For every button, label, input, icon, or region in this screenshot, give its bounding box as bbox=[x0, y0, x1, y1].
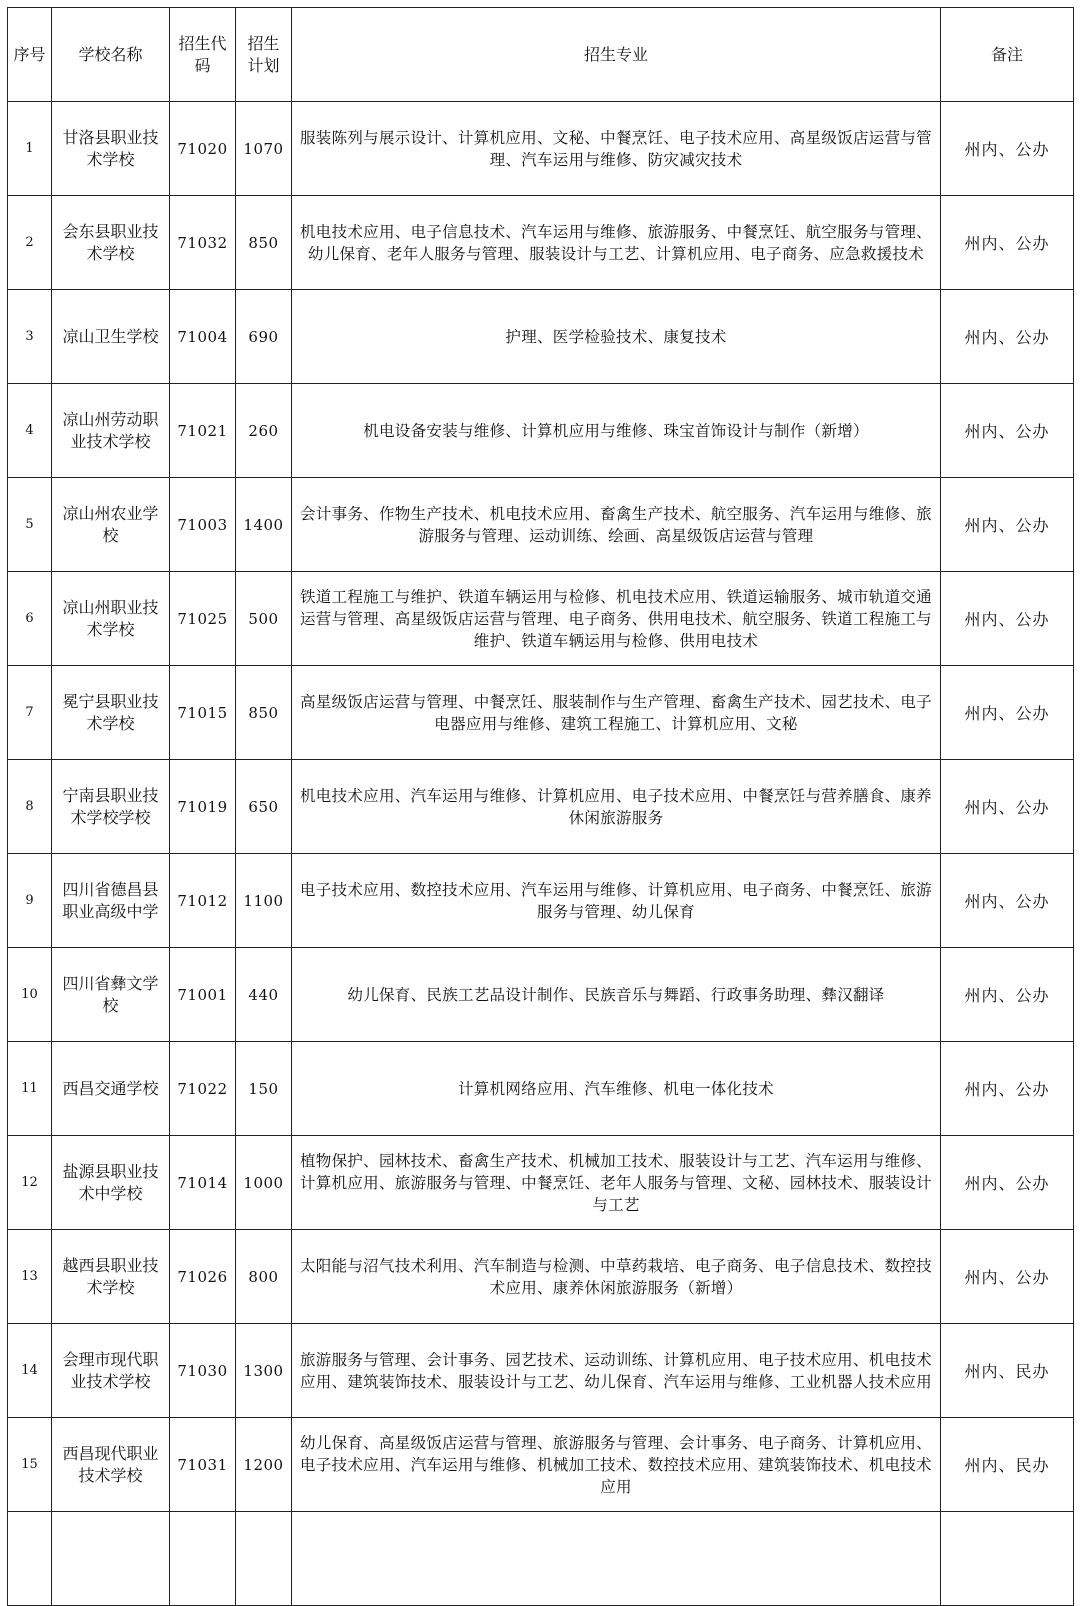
table-row-cutoff bbox=[8, 1512, 1074, 1606]
table-row bbox=[8, 760, 1074, 854]
row-index: 2 bbox=[8, 196, 52, 290]
row-index: 13 bbox=[8, 1230, 52, 1324]
row-school-name: 西昌现代职业技术学校 bbox=[52, 1418, 170, 1512]
row-enroll-plan: 1100 bbox=[236, 854, 292, 948]
row-majors: 机电技术应用、汽车运用与维修、计算机应用、电子技术应用、中餐烹饪与营养膳食、康养休闲旅游服务 bbox=[292, 760, 941, 854]
row-index: 10 bbox=[8, 948, 52, 1042]
empty-cell bbox=[8, 1512, 52, 1606]
row-note: 州内、公办 bbox=[941, 948, 1074, 1042]
table-row bbox=[8, 1042, 1074, 1136]
row-school-name: 会东县职业技术学校 bbox=[52, 196, 170, 290]
table-row bbox=[8, 1418, 1074, 1512]
row-index: 4 bbox=[8, 384, 52, 478]
row-note: 州内、民办 bbox=[941, 1418, 1074, 1512]
row-enroll-code: 71012 bbox=[170, 854, 236, 948]
table-row bbox=[8, 102, 1074, 196]
row-majors: 机电设备安装与维修、计算机应用与维修、珠宝首饰设计与制作（新增） bbox=[292, 384, 941, 478]
row-enroll-plan: 260 bbox=[236, 384, 292, 478]
row-enroll-plan: 800 bbox=[236, 1230, 292, 1324]
table-body bbox=[8, 102, 1074, 1606]
row-note: 州内、公办 bbox=[941, 1230, 1074, 1324]
row-majors: 旅游服务与管理、会计事务、园艺技术、运动训练、计算机应用、电子技术应用、机电技术应用、建筑装饰技术、服装设计与工艺、幼儿保育、汽车运用与维修、工业机器人技术应用 bbox=[292, 1324, 941, 1418]
row-school-name: 凉山州职业技术学校 bbox=[52, 572, 170, 666]
row-index: 11 bbox=[8, 1042, 52, 1136]
table-row bbox=[8, 1230, 1074, 1324]
table-row bbox=[8, 572, 1074, 666]
row-majors: 植物保护、园林技术、畜禽生产技术、机械加工技术、服装设计与工艺、汽车运用与维修、计算机应用、旅游服务与管理、中餐烹饪、老年人服务与管理、文秘、园林技术、服装设计与工艺 bbox=[292, 1136, 941, 1230]
row-note: 州内、公办 bbox=[941, 760, 1074, 854]
row-majors: 幼儿保育、高星级饭店运营与管理、旅游服务与管理、会计事务、电子商务、计算机应用、电子技术应用、汽车运用与维修、机械加工技术、数控技术应用、建筑装饰技术、机电技术应用 bbox=[292, 1418, 941, 1512]
row-school-name: 四川省彝文学校 bbox=[52, 948, 170, 1042]
row-index: 6 bbox=[8, 572, 52, 666]
row-index: 15 bbox=[8, 1418, 52, 1512]
row-enroll-code: 71014 bbox=[170, 1136, 236, 1230]
empty-cell bbox=[170, 1512, 236, 1606]
row-majors: 铁道工程施工与维护、铁道车辆运用与检修、机电技术应用、铁道运输服务、城市轨道交通运营与管理、高星级饭店运营与管理、电子商务、供用电技术、航空服务、铁道工程施工与维护、铁道车辆运用与检修、供用电技术 bbox=[292, 572, 941, 666]
row-enroll-plan: 1300 bbox=[236, 1324, 292, 1418]
row-enroll-code: 71022 bbox=[170, 1042, 236, 1136]
row-note: 州内、公办 bbox=[941, 854, 1074, 948]
row-note: 州内、公办 bbox=[941, 1042, 1074, 1136]
row-majors: 护理、医学检验技术、康复技术 bbox=[292, 290, 941, 384]
empty-cell bbox=[52, 1512, 170, 1606]
row-enroll-code: 71019 bbox=[170, 760, 236, 854]
row-school-name: 盐源县职业技术中学校 bbox=[52, 1136, 170, 1230]
header-enroll-plan: 招生计划 bbox=[236, 8, 292, 102]
table-row bbox=[8, 478, 1074, 572]
row-enroll-code: 71004 bbox=[170, 290, 236, 384]
row-enroll-plan: 440 bbox=[236, 948, 292, 1042]
header-note: 备注 bbox=[941, 8, 1074, 102]
row-enroll-plan: 1400 bbox=[236, 478, 292, 572]
row-index: 7 bbox=[8, 666, 52, 760]
row-note: 州内、公办 bbox=[941, 666, 1074, 760]
table-row bbox=[8, 854, 1074, 948]
row-enroll-plan: 1000 bbox=[236, 1136, 292, 1230]
row-note: 州内、公办 bbox=[941, 196, 1074, 290]
row-enroll-code: 71001 bbox=[170, 948, 236, 1042]
empty-cell bbox=[941, 1512, 1074, 1606]
row-enroll-code: 71026 bbox=[170, 1230, 236, 1324]
enrollment-table bbox=[7, 7, 1074, 1606]
row-school-name: 凉山州劳动职业技术学校 bbox=[52, 384, 170, 478]
row-enroll-code: 71032 bbox=[170, 196, 236, 290]
row-note: 州内、公办 bbox=[941, 102, 1074, 196]
row-enroll-code: 71003 bbox=[170, 478, 236, 572]
row-note: 州内、公办 bbox=[941, 1136, 1074, 1230]
row-note: 州内、公办 bbox=[941, 384, 1074, 478]
row-enroll-code: 71025 bbox=[170, 572, 236, 666]
row-enroll-code: 71015 bbox=[170, 666, 236, 760]
empty-cell bbox=[292, 1512, 941, 1606]
row-majors: 高星级饭店运营与管理、中餐烹饪、服装制作与生产管理、畜禽生产技术、园艺技术、电子电器应用与维修、建筑工程施工、计算机应用、文秘 bbox=[292, 666, 941, 760]
row-majors: 太阳能与沼气技术利用、汽车制造与检测、中草药栽培、电子商务、电子信息技术、数控技术应用、康养休闲旅游服务（新增） bbox=[292, 1230, 941, 1324]
table-row bbox=[8, 1324, 1074, 1418]
row-majors: 幼儿保育、民族工艺品设计制作、民族音乐与舞蹈、行政事务助理、彝汉翻译 bbox=[292, 948, 941, 1042]
row-enroll-plan: 850 bbox=[236, 666, 292, 760]
table-row bbox=[8, 666, 1074, 760]
row-enroll-code: 71030 bbox=[170, 1324, 236, 1418]
row-school-name: 甘洛县职业技术学校 bbox=[52, 102, 170, 196]
row-enroll-code: 71021 bbox=[170, 384, 236, 478]
row-index: 9 bbox=[8, 854, 52, 948]
row-enroll-code: 71020 bbox=[170, 102, 236, 196]
row-index: 3 bbox=[8, 290, 52, 384]
row-enroll-plan: 1200 bbox=[236, 1418, 292, 1512]
row-enroll-code: 71031 bbox=[170, 1418, 236, 1512]
row-school-name: 会理市现代职业技术学校 bbox=[52, 1324, 170, 1418]
row-note: 州内、公办 bbox=[941, 572, 1074, 666]
row-enroll-plan: 650 bbox=[236, 760, 292, 854]
row-enroll-plan: 150 bbox=[236, 1042, 292, 1136]
table-row bbox=[8, 948, 1074, 1042]
row-school-name: 冕宁县职业技术学校 bbox=[52, 666, 170, 760]
row-school-name: 西昌交通学校 bbox=[52, 1042, 170, 1136]
row-school-name: 宁南县职业技术学校学校 bbox=[52, 760, 170, 854]
row-index: 1 bbox=[8, 102, 52, 196]
table-row bbox=[8, 1136, 1074, 1230]
row-majors: 计算机网络应用、汽车维修、机电一体化技术 bbox=[292, 1042, 941, 1136]
header-enroll-code: 招生代码 bbox=[170, 8, 236, 102]
row-index: 14 bbox=[8, 1324, 52, 1418]
row-school-name: 四川省德昌县职业高级中学 bbox=[52, 854, 170, 948]
row-majors: 会计事务、作物生产技术、机电技术应用、畜禽生产技术、航空服务、汽车运用与维修、旅游服务与管理、运动训练、绘画、高星级饭店运营与管理 bbox=[292, 478, 941, 572]
header-school-name: 学校名称 bbox=[52, 8, 170, 102]
row-index: 8 bbox=[8, 760, 52, 854]
row-majors: 服装陈列与展示设计、计算机应用、文秘、中餐烹饪、电子技术应用、高星级饭店运营与管理、汽车运用与维修、防灾减灾技术 bbox=[292, 102, 941, 196]
row-majors: 机电技术应用、电子信息技术、汽车运用与维修、旅游服务、中餐烹饪、航空服务与管理、幼儿保育、老年人服务与管理、服装设计与工艺、计算机应用、电子商务、应急救援技术 bbox=[292, 196, 941, 290]
table-header-row bbox=[8, 8, 1074, 102]
header-index: 序号 bbox=[8, 8, 52, 102]
row-index: 5 bbox=[8, 478, 52, 572]
row-school-name: 凉山州农业学校 bbox=[52, 478, 170, 572]
enrollment-table-wrapper bbox=[7, 7, 1073, 1606]
row-note: 州内、民办 bbox=[941, 1324, 1074, 1418]
row-enroll-plan: 1070 bbox=[236, 102, 292, 196]
row-enroll-plan: 500 bbox=[236, 572, 292, 666]
row-school-name: 越西县职业技术学校 bbox=[52, 1230, 170, 1324]
row-enroll-plan: 850 bbox=[236, 196, 292, 290]
table-row bbox=[8, 384, 1074, 478]
row-school-name: 凉山卫生学校 bbox=[52, 290, 170, 384]
header-majors: 招生专业 bbox=[292, 8, 941, 102]
empty-cell bbox=[236, 1512, 292, 1606]
row-index: 12 bbox=[8, 1136, 52, 1230]
row-note: 州内、公办 bbox=[941, 290, 1074, 384]
table-row bbox=[8, 196, 1074, 290]
row-majors: 电子技术应用、数控技术应用、汽车运用与维修、计算机应用、电子商务、中餐烹饪、旅游服务与管理、幼儿保育 bbox=[292, 854, 941, 948]
row-note: 州内、公办 bbox=[941, 478, 1074, 572]
table-row bbox=[8, 290, 1074, 384]
row-enroll-plan: 690 bbox=[236, 290, 292, 384]
